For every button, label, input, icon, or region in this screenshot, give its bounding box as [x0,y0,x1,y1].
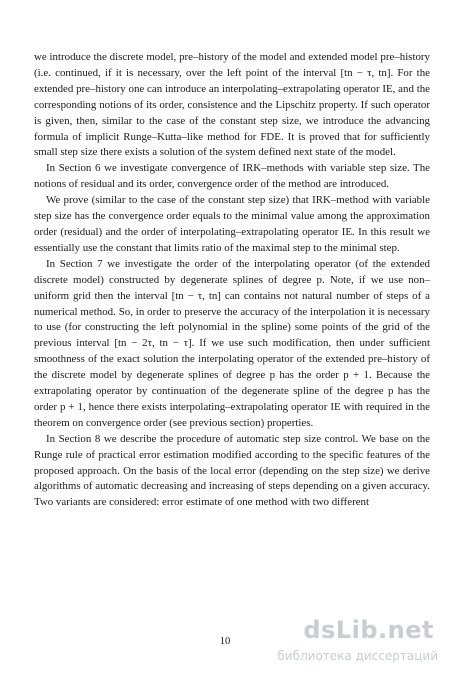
watermark-logo: dsLib.net [303,616,434,644]
watermark [240,616,440,674]
paragraph-5: In Section 8 we describe the procedure of automatic step size control. We base on the Runge rule of practical error estimation modified according to the specific features of the proposed approach. On the basis of the local error (depending on the step size) we derive algorithms of automatic decreasing and increasing of steps depending on a given accuracy. Two variants are considered: error estimate of one method with two different [34,432,430,509]
paragraph-2: In Section 6 we investigate convergence of IRK–methods with variable step size. The notions of residual and its order, convergence order of the method are introduced. [34,162,430,191]
paragraph-3: We prove (similar to the case of the constant step size) that IRK–method with variable step size has the convergence order equals to the minimal value among the approximation order (residual) and the order of interpolating–extrapolating operator IE. In this result we essentially use the constant that limits ratio of the maximal step to the minimal step. [34,194,430,254]
paragraph-4: In Section 7 we investigate the order of the interpolating operator (of the extended discrete model) constructed by degenerate splines of degree p. Note, if we use non–uniform grid then the interval [tn − τ, tn] can contains not natural number of steps of a numerical method. So, in order to preserve the accuracy of the interpolation it is necessary to use (for constructing the left polynomial in the spline) some points of the grid of the previous interval [tn − 2τ, tn − τ]. If we use such modification, then under sufficient smoothness of the exact solution the interpolating operator of the extended pre–history of the discrete model by degenerate splines of degree p has the order p + 1. Because the extrapolating operator by continuation of the degenerate spline of the degree p has the order p + 1, hence there exists interpolating–extrapolating operator IE with required in the theorem on convergence order (see previous section) properties. [34,257,430,429]
body-text [34,50,430,511]
page-number: 10 [219,636,231,647]
watermark-subtitle: библиотека диссертаций [277,649,438,663]
paragraph-1: we introduce the discrete model, pre–history of the model and extended model pre–history (i.e. continued, if it is necessary, over the left point of the interval [tn − τ, tn]. For the extended pre–history one can introduce an interpolating–extrapolating operator IE, and the corresponding notions of its order, consistence and the Lipschitz property. If such operator is given, then, similar to the case of the constant step size, we introduce the advancing formula of implicit Runge–Kutta–like method for FDE. It is proved that for sufficiently small step size there exists a solution of the system defined next state of the model. [34,51,430,159]
